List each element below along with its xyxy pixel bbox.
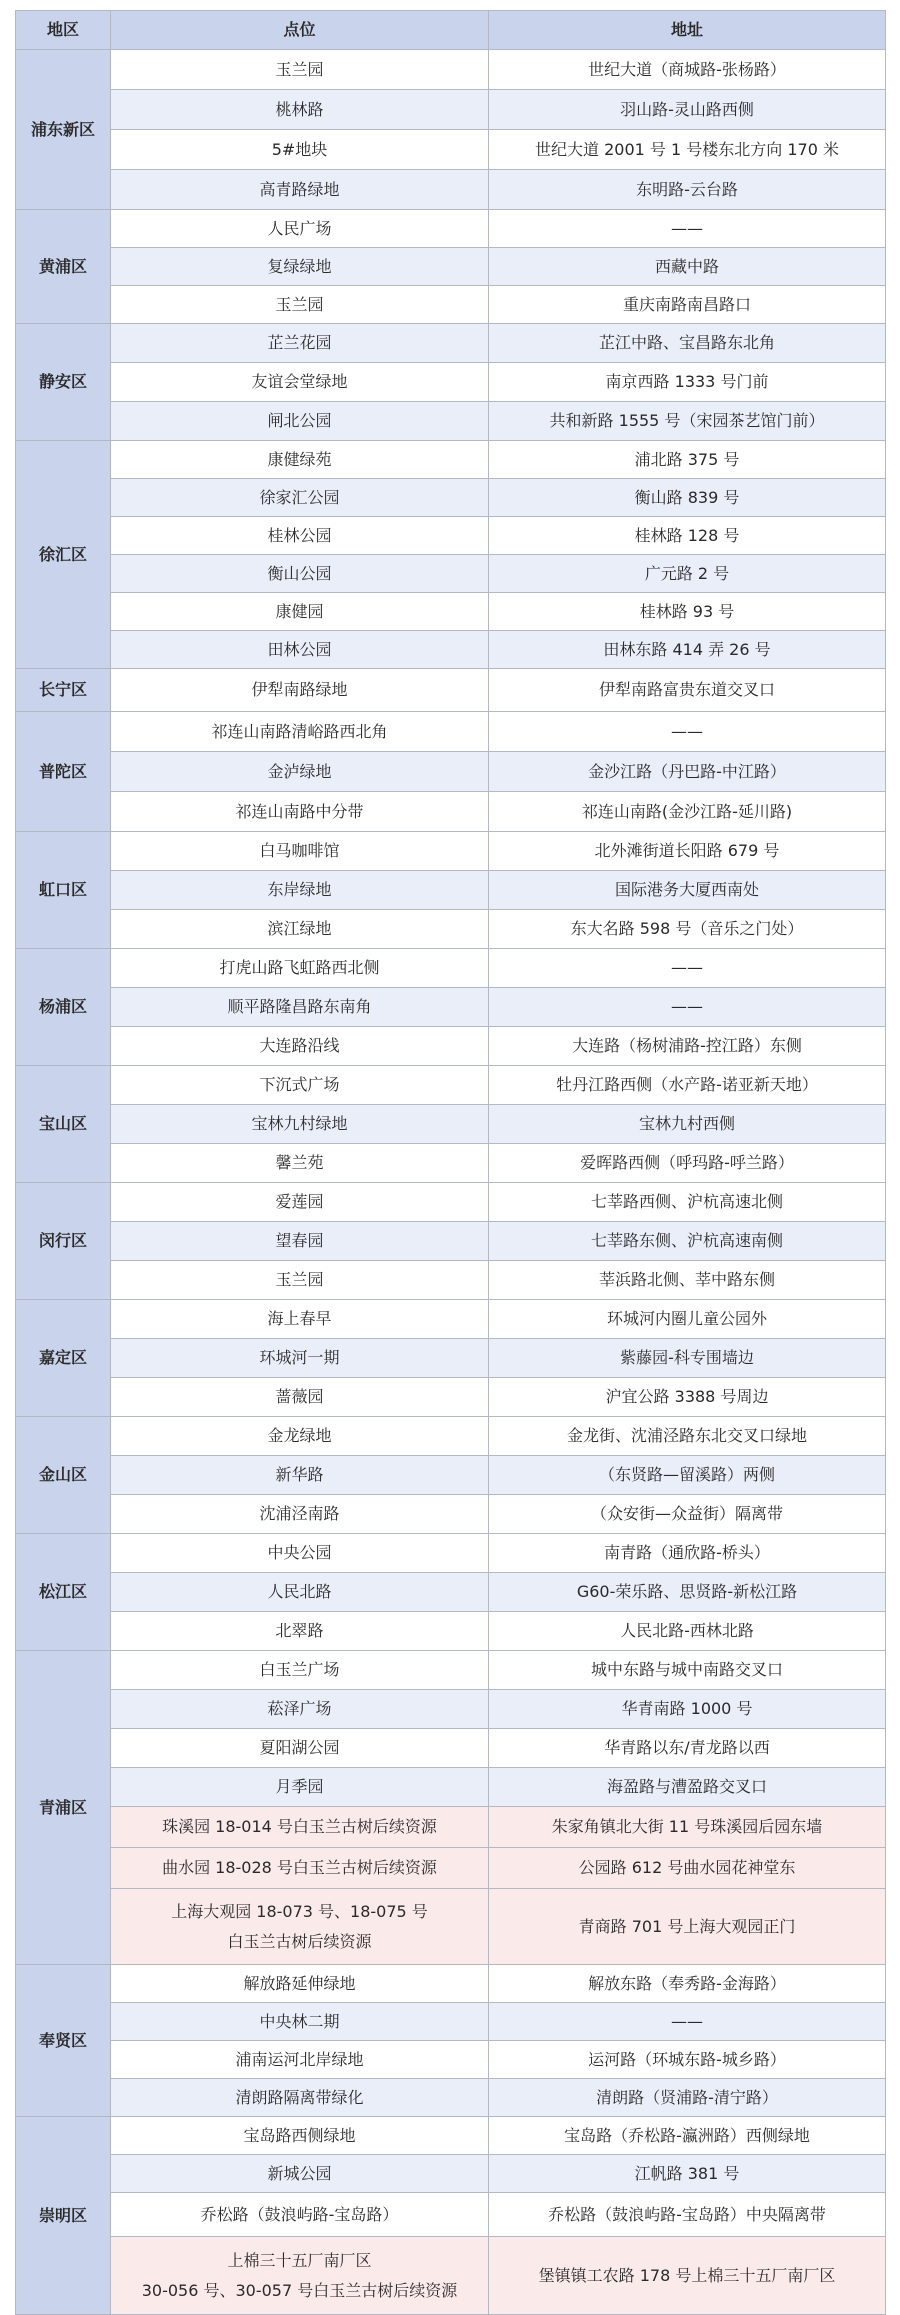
site-cell: 桂林公园 — [111, 517, 489, 555]
table-row — [16, 402, 886, 441]
table-row — [16, 2041, 886, 2079]
site-cell: 环城河一期 — [111, 1339, 489, 1378]
table-row — [16, 2079, 886, 2117]
address-cell: 金龙街、沈浦泾路东北交叉口绿地 — [489, 1417, 886, 1456]
address-cell: 华青南路 1000 号 — [489, 1690, 886, 1729]
address-cell: 海盈路与漕盈路交叉口 — [489, 1768, 886, 1807]
table-row — [16, 1534, 886, 1573]
site-cell: 蔷薇园 — [111, 1378, 489, 1417]
site-cell: 金泸绿地 — [111, 752, 489, 792]
table-row — [16, 1378, 886, 1417]
site-cell: 宝岛路西侧绿地 — [111, 2117, 489, 2155]
table-row — [16, 988, 886, 1027]
site-cell: 曲水园 18-028 号白玉兰古树后续资源 — [111, 1848, 489, 1889]
address-cell: （东贤路—留溪路）两侧 — [489, 1456, 886, 1495]
district-cell: 宝山区 — [16, 1066, 111, 1183]
district-cell: 浦东新区 — [16, 50, 111, 210]
header-district: 地区 — [16, 11, 111, 50]
site-cell: 白玉兰广场 — [111, 1651, 489, 1690]
address-cell: 沪宜公路 3388 号周边 — [489, 1378, 886, 1417]
site-cell: 人民北路 — [111, 1573, 489, 1612]
address-cell: 青商路 701 号上海大观园正门 — [489, 1889, 886, 1965]
address-cell: 环城河内圈儿童公园外 — [489, 1300, 886, 1339]
address-cell: —— — [489, 210, 886, 248]
address-cell: 金沙江路（丹巴路-中江路） — [489, 752, 886, 792]
table-row — [16, 1144, 886, 1183]
address-cell: 七莘路西侧、沪杭高速北侧 — [489, 1183, 886, 1222]
site-cell: 新华路 — [111, 1456, 489, 1495]
header-address: 地址 — [489, 11, 886, 50]
site-cell: 康健园 — [111, 593, 489, 631]
table-row — [16, 50, 886, 90]
site-cell: 望春园 — [111, 1222, 489, 1261]
table-row — [16, 1300, 886, 1339]
table-row — [16, 1729, 886, 1768]
address-cell: 清朗路（贤浦路-清宁路） — [489, 2079, 886, 2117]
site-line: 白玉兰古树后续资源 — [227, 1931, 372, 1951]
address-cell: 大连路（杨树浦路-控江路）东侧 — [489, 1027, 886, 1066]
address-cell: 浦北路 375 号 — [489, 441, 886, 479]
site-cell: 祁连山南路中分带 — [111, 792, 489, 832]
header-row — [16, 11, 886, 50]
site-cell: 玉兰园 — [111, 50, 489, 90]
table-row — [16, 1339, 886, 1378]
site-cell: 乔松路（鼓浪屿路-宝岛路） — [111, 2193, 489, 2237]
address-cell: 堡镇镇工农路 178 号上棉三十五厂南厂区 — [489, 2237, 886, 2315]
site-cell: 夏阳湖公园 — [111, 1729, 489, 1768]
district-cell: 长宁区 — [16, 669, 111, 712]
site-cell: 祁连山南路清峪路西北角 — [111, 712, 489, 752]
table-container — [15, 10, 885, 2315]
table-row — [16, 1651, 886, 1690]
address-cell: 共和新路 1555 号（宋园茶艺馆门前） — [489, 402, 886, 441]
district-cell: 松江区 — [16, 1534, 111, 1651]
address-cell: 世纪大道（商城路-张杨路） — [489, 50, 886, 90]
table-row — [16, 1807, 886, 1848]
site-cell: 打虎山路飞虹路西北侧 — [111, 949, 489, 988]
table-row — [16, 1768, 886, 1807]
address-cell: 运河路（环城东路-城乡路） — [489, 2041, 886, 2079]
address-cell: 莘浜路北侧、莘中路东侧 — [489, 1261, 886, 1300]
table-row — [16, 2003, 886, 2041]
table-row — [16, 517, 886, 555]
site-cell: 人民广场 — [111, 210, 489, 248]
site-cell: 滨江绿地 — [111, 910, 489, 949]
address-cell: 世纪大道 2001 号 1 号楼东北方向 170 米 — [489, 130, 886, 170]
site-cell: 友谊会堂绿地 — [111, 363, 489, 402]
address-cell: —— — [489, 988, 886, 1027]
address-cell: 江帆路 381 号 — [489, 2155, 886, 2193]
site-cell: 下沉式广场 — [111, 1066, 489, 1105]
site-cell: 芷兰花园 — [111, 324, 489, 363]
district-cell: 金山区 — [16, 1417, 111, 1534]
table-row — [16, 1573, 886, 1612]
site-cell: 玉兰园 — [111, 286, 489, 324]
table-row — [16, 669, 886, 712]
district-cell: 奉贤区 — [16, 1965, 111, 2117]
district-cell: 闵行区 — [16, 1183, 111, 1300]
table-row — [16, 286, 886, 324]
table-row — [16, 2117, 886, 2155]
address-cell: 华青路以东/青龙路以西 — [489, 1729, 886, 1768]
site-line: 上海大观园 18-073 号、18-075 号 — [171, 1901, 428, 1921]
site-cell — [111, 2237, 489, 2315]
magnolia-sites-table — [15, 10, 886, 2315]
address-cell: —— — [489, 712, 886, 752]
site-cell: 高青路绿地 — [111, 170, 489, 210]
table-row — [16, 1183, 886, 1222]
site-cell: 中央公园 — [111, 1534, 489, 1573]
table-row — [16, 170, 886, 210]
address-cell: （众安街—众益街）隔离带 — [489, 1495, 886, 1534]
table-row — [16, 555, 886, 593]
address-cell: —— — [489, 949, 886, 988]
table-row — [16, 1848, 886, 1889]
address-cell: 祁连山南路(金沙江路-延川路) — [489, 792, 886, 832]
table-row — [16, 1027, 886, 1066]
address-cell: 东大名路 598 号（音乐之门处） — [489, 910, 886, 949]
address-cell: G60-荣乐路、思贤路-新松江路 — [489, 1573, 886, 1612]
address-cell: —— — [489, 2003, 886, 2041]
address-cell: 公园路 612 号曲水园花神堂东 — [489, 1848, 886, 1889]
table-row — [16, 871, 886, 910]
address-cell: 南青路（通欣路-桥头） — [489, 1534, 886, 1573]
address-cell: 东明路-云台路 — [489, 170, 886, 210]
table-row — [16, 752, 886, 792]
table-row — [16, 593, 886, 631]
address-cell: 芷江中路、宝昌路东北角 — [489, 324, 886, 363]
address-cell: 紫藤园-科专围墙边 — [489, 1339, 886, 1378]
site-cell: 桃林路 — [111, 90, 489, 130]
site-cell: 海上春早 — [111, 1300, 489, 1339]
table-row — [16, 324, 886, 363]
site-cell: 菘泽广场 — [111, 1690, 489, 1729]
table-row — [16, 1456, 886, 1495]
site-cell: 浦南运河北岸绿地 — [111, 2041, 489, 2079]
site-cell: 金龙绿地 — [111, 1417, 489, 1456]
table-row — [16, 363, 886, 402]
header-site: 点位 — [111, 11, 489, 50]
address-cell: 牡丹江路西侧（水产路-诺亚新天地） — [489, 1066, 886, 1105]
site-cell: 北翠路 — [111, 1612, 489, 1651]
district-cell: 虹口区 — [16, 832, 111, 949]
table-row — [16, 1612, 886, 1651]
district-cell: 杨浦区 — [16, 949, 111, 1066]
table-row — [16, 1417, 886, 1456]
site-line: 上棉三十五厂南厂区 — [227, 2250, 372, 2270]
site-cell: 顺平路隆昌路东南角 — [111, 988, 489, 1027]
table-row — [16, 90, 886, 130]
address-cell: 爱晖路西侧（呼玛路-呼兰路） — [489, 1144, 886, 1183]
table-row — [16, 1965, 886, 2003]
table-row — [16, 479, 886, 517]
site-cell: 5#地块 — [111, 130, 489, 170]
site-cell — [111, 1889, 489, 1965]
site-cell: 徐家汇公园 — [111, 479, 489, 517]
site-cell: 东岸绿地 — [111, 871, 489, 910]
site-cell: 清朗路隔离带绿化 — [111, 2079, 489, 2117]
address-cell: 重庆南路南昌路口 — [489, 286, 886, 324]
address-cell: 广元路 2 号 — [489, 555, 886, 593]
address-cell: 七莘路东侧、沪杭高速南侧 — [489, 1222, 886, 1261]
table-row — [16, 1690, 886, 1729]
site-cell: 衡山公园 — [111, 555, 489, 593]
site-cell: 闸北公园 — [111, 402, 489, 441]
table-row — [16, 631, 886, 669]
address-cell: 田林东路 414 弄 26 号 — [489, 631, 886, 669]
table-row — [16, 792, 886, 832]
district-cell: 徐汇区 — [16, 441, 111, 669]
table-row — [16, 2237, 886, 2315]
address-cell: 宝岛路（乔松路-瀛洲路）西侧绿地 — [489, 2117, 886, 2155]
site-cell: 伊犁南路绿地 — [111, 669, 489, 712]
table-row — [16, 441, 886, 479]
table-row — [16, 1222, 886, 1261]
site-cell: 爱莲园 — [111, 1183, 489, 1222]
site-cell: 白马咖啡馆 — [111, 832, 489, 871]
address-cell: 北外滩街道长阳路 679 号 — [489, 832, 886, 871]
district-cell: 嘉定区 — [16, 1300, 111, 1417]
table-row — [16, 2155, 886, 2193]
site-cell: 馨兰苑 — [111, 1144, 489, 1183]
table-row — [16, 949, 886, 988]
site-cell: 玉兰园 — [111, 1261, 489, 1300]
address-cell: 桂林路 93 号 — [489, 593, 886, 631]
district-cell: 崇明区 — [16, 2117, 111, 2315]
site-cell: 中央林二期 — [111, 2003, 489, 2041]
site-line: 30-056 号、30-057 号白玉兰古树后续资源 — [141, 2280, 458, 2300]
table-row — [16, 1105, 886, 1144]
table-row — [16, 1495, 886, 1534]
address-cell: 城中东路与城中南路交叉口 — [489, 1651, 886, 1690]
address-cell: 国际港务大厦西南处 — [489, 871, 886, 910]
table-row — [16, 248, 886, 286]
site-cell: 珠溪园 18-014 号白玉兰古树后续资源 — [111, 1807, 489, 1848]
address-cell: 乔松路（鼓浪屿路-宝岛路）中央隔离带 — [489, 2193, 886, 2237]
address-cell: 衡山路 839 号 — [489, 479, 886, 517]
site-cell: 康健绿苑 — [111, 441, 489, 479]
district-cell: 青浦区 — [16, 1651, 111, 1965]
table-row — [16, 832, 886, 871]
table-row — [16, 1066, 886, 1105]
address-cell: 伊犁南路富贵东道交叉口 — [489, 669, 886, 712]
table-row — [16, 1261, 886, 1300]
site-cell: 新城公园 — [111, 2155, 489, 2193]
site-cell: 大连路沿线 — [111, 1027, 489, 1066]
table-row — [16, 712, 886, 752]
site-cell: 月季园 — [111, 1768, 489, 1807]
address-cell: 人民北路-西林北路 — [489, 1612, 886, 1651]
table-row — [16, 2193, 886, 2237]
site-cell: 解放路延伸绿地 — [111, 1965, 489, 2003]
table-row — [16, 1889, 886, 1965]
address-cell: 解放东路（奉秀路-金海路） — [489, 1965, 886, 2003]
address-cell: 桂林路 128 号 — [489, 517, 886, 555]
district-cell: 黄浦区 — [16, 210, 111, 324]
site-cell: 沈浦泾南路 — [111, 1495, 489, 1534]
site-cell: 田林公园 — [111, 631, 489, 669]
address-cell: 西藏中路 — [489, 248, 886, 286]
table-row — [16, 910, 886, 949]
address-cell: 宝林九村西侧 — [489, 1105, 886, 1144]
district-cell: 普陀区 — [16, 712, 111, 832]
site-cell: 复绿绿地 — [111, 248, 489, 286]
address-cell: 南京西路 1333 号门前 — [489, 363, 886, 402]
district-cell: 静安区 — [16, 324, 111, 441]
address-cell: 朱家角镇北大街 11 号珠溪园后园东墙 — [489, 1807, 886, 1848]
address-cell: 羽山路-灵山路西侧 — [489, 90, 886, 130]
table-row — [16, 210, 886, 248]
site-cell: 宝林九村绿地 — [111, 1105, 489, 1144]
table-row — [16, 130, 886, 170]
